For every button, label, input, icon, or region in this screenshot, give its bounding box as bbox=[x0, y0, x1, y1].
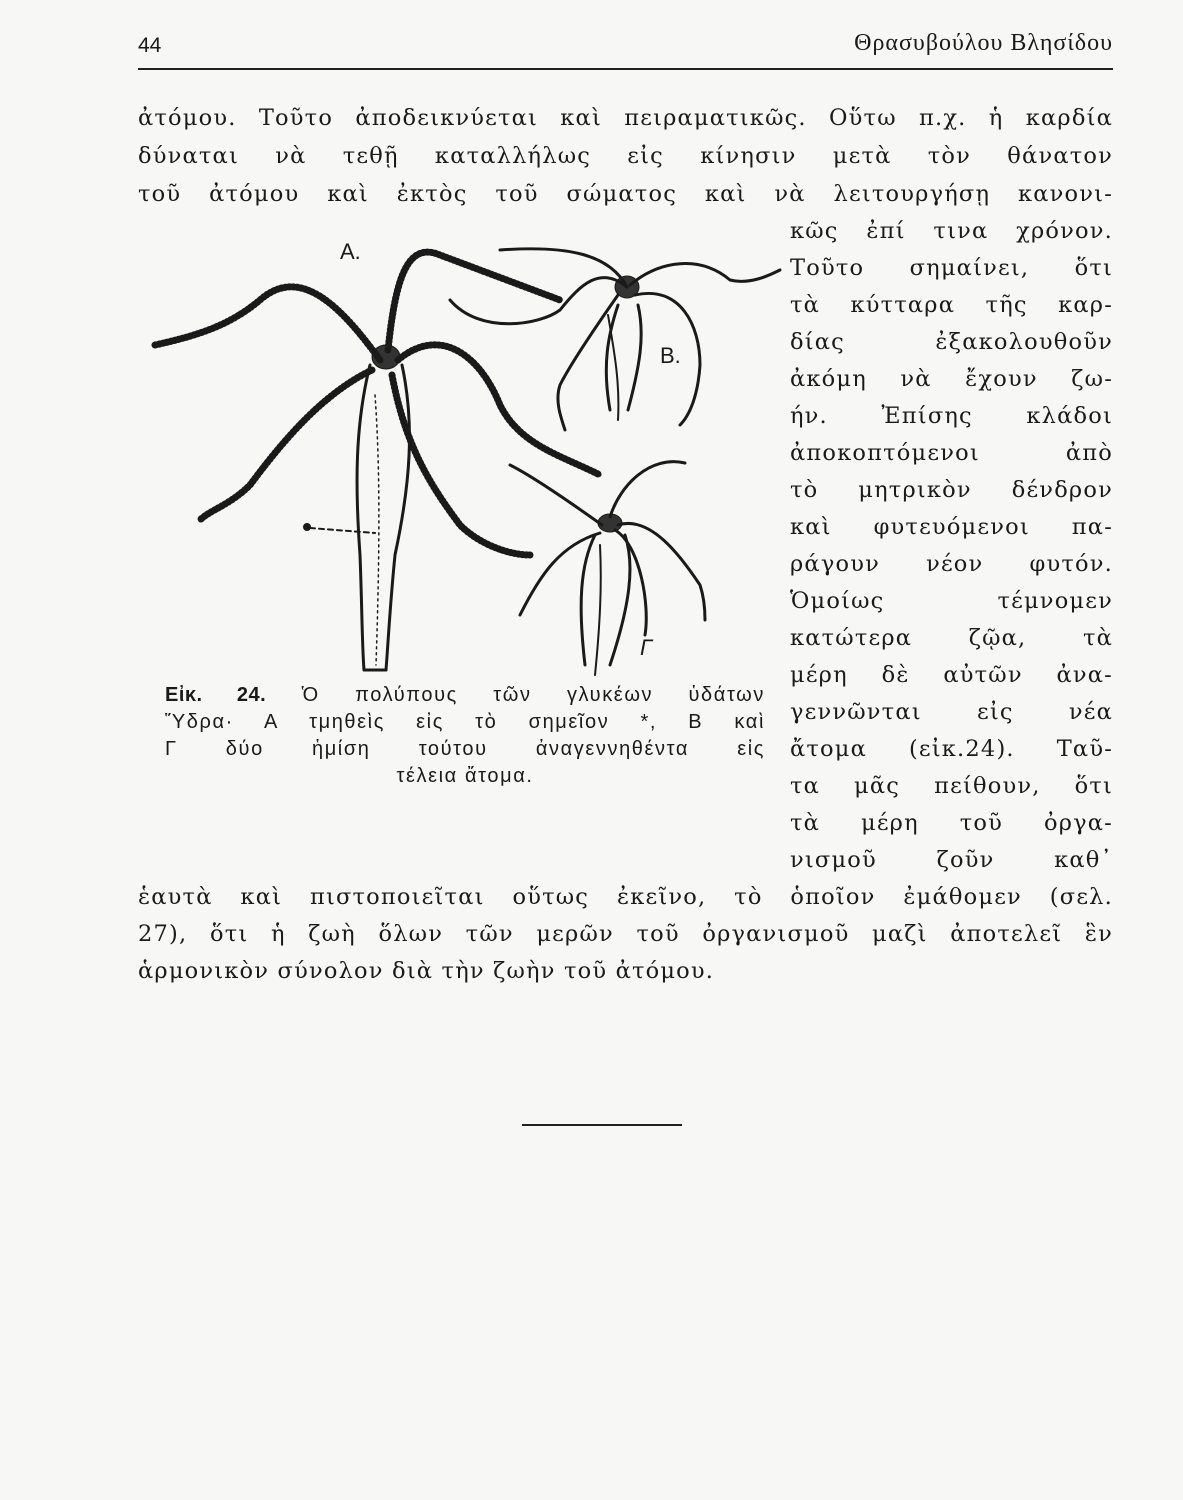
right-column-line: γεννῶνται εἰς νέα bbox=[790, 699, 1113, 725]
right-column-line: ἄτομα (εἰκ.24). Ταῦ- bbox=[790, 736, 1113, 762]
body-line: ἀτόμου. Τοῦτο ἀποδεικνύεται καὶ πειραματικῶς. Οὕτω π.χ. ἡ καρδία bbox=[138, 105, 1113, 131]
body-line: 27), ὅτι ἡ ζωὴ ὅλων τῶν μερῶν τοῦ ὀργανισμοῦ μαζὶ ἀποτελεῖ ἓν bbox=[138, 921, 1113, 947]
header-rule bbox=[138, 68, 1113, 70]
right-column-line: Ὁμοίως τέμνομεν bbox=[790, 588, 1113, 614]
figure-label-c: Γ bbox=[640, 635, 653, 660]
caption-line: τέλεια ἄτομα. bbox=[396, 765, 534, 787]
page-header bbox=[138, 28, 1113, 68]
running-head-author: Θρασυβούλου Βλησίδου bbox=[854, 30, 1113, 56]
right-column-line: Τοῦτο σημαίνει, ὅτι bbox=[790, 255, 1113, 281]
figure-label-b: B. bbox=[660, 343, 681, 368]
right-column-line: καὶ φυτευόμενοι πα- bbox=[790, 514, 1113, 540]
page-number: 44 bbox=[138, 34, 162, 57]
body-line: τοῦ ἀτόμου καὶ ἐκτὸς τοῦ σώματος καὶ νὰ λειτουργήσῃ κανονι- bbox=[138, 181, 1113, 207]
right-column-line: νισμοῦ ζοῦν καθ᾽ bbox=[790, 847, 1113, 873]
right-column-line: δίας ἐξακολουθοῦν bbox=[790, 329, 1113, 355]
right-column-line: ήν. Ἐπίσης κλάδοι bbox=[790, 403, 1113, 429]
figure-caption bbox=[165, 682, 765, 790]
figure-label-a: A. bbox=[340, 239, 361, 264]
right-column-line: κατώτερα ζῷα, τὰ bbox=[790, 625, 1113, 651]
right-column-line: τὰ κύτταρα τῆς καρ- bbox=[790, 292, 1113, 318]
section-end-rule bbox=[522, 1124, 682, 1126]
body-line: δύναται νὰ τεθῇ καταλλήλως εἰς κίνησιν μετὰ τὸν θάνατον bbox=[138, 143, 1113, 169]
right-column-line: ἀποκοπτόμενοι ἀπὸ bbox=[790, 440, 1113, 466]
right-column-line: ἀκόμη νὰ ἔχουν ζω- bbox=[790, 366, 1113, 392]
right-column-line: κῶς ἐπί τινα χρόνον. bbox=[790, 218, 1113, 244]
caption-text: Ὁ πολύπους τῶν γλυκέων ὑδάτων bbox=[301, 684, 765, 706]
caption-line bbox=[165, 682, 765, 709]
caption-figure-number: Εἰκ. 24. bbox=[165, 684, 267, 706]
body-line: ἑαυτὰ καὶ πιστοποιεῖται οὕτως ἐκεῖνο, τὸ ὁποῖον ἐμάθομεν (σελ. bbox=[138, 884, 1113, 910]
body-line: ἁρμονικὸν σύνολον διὰ τὴν ζωὴν τοῦ ἀτόμου. bbox=[138, 958, 715, 984]
caption-line: Ὕδρα· Α τμηθεὶς εἰς τὸ σημεῖον *, Β καὶ bbox=[165, 711, 765, 733]
right-column-line: τὸ μητρικὸν δένδρον bbox=[790, 477, 1113, 503]
right-column-line: τὰ μέρη τοῦ ὀργα- bbox=[790, 810, 1113, 836]
hydra-drawing-icon bbox=[140, 225, 790, 680]
hydra-illustration bbox=[140, 225, 790, 680]
caption-line: Γ δύο ἡμίση τούτου ἀναγεννηθέντα εἰς bbox=[165, 738, 765, 760]
right-column-line: τα μᾶς πείθουν, ὅτι bbox=[790, 773, 1113, 799]
right-column-line: μέρη δὲ αὐτῶν ἀνα- bbox=[790, 662, 1113, 688]
right-column-line: ράγουν νέον φυτόν. bbox=[790, 551, 1113, 577]
